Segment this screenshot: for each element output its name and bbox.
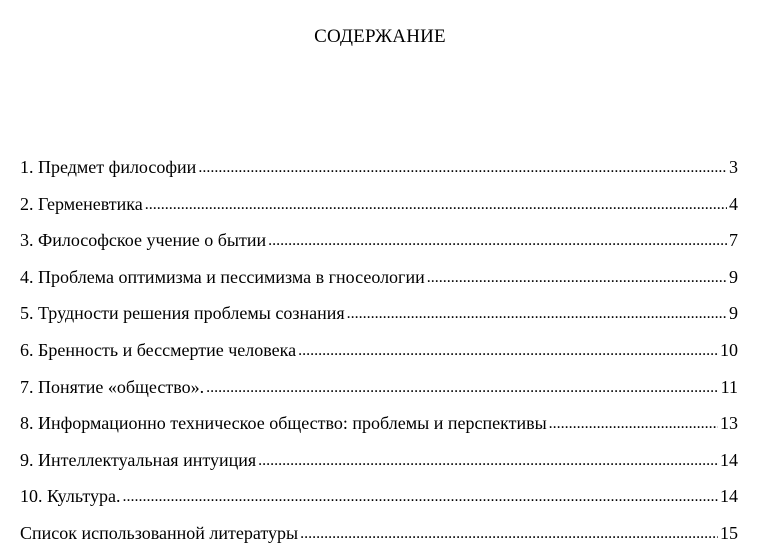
toc-entry bbox=[20, 228, 738, 265]
toc-entry-title: Список использованной литературы bbox=[20, 522, 299, 543]
toc-entry-title: 3. Философское учение о бытии bbox=[20, 230, 267, 251]
toc-dot-leader bbox=[549, 410, 718, 436]
toc-dot-leader bbox=[300, 520, 718, 546]
toc-entry-title: 7. Понятие «общество». bbox=[20, 376, 205, 397]
toc-dot-leader bbox=[123, 483, 719, 509]
toc-dot-leader bbox=[347, 300, 727, 326]
toc-page-number: 11 bbox=[720, 376, 738, 397]
toc-page-number: 14 bbox=[720, 486, 738, 507]
toc-dot-leader bbox=[258, 447, 718, 473]
toc-page-number: 15 bbox=[720, 522, 738, 543]
toc-dot-leader bbox=[206, 374, 719, 400]
toc-page-number: 13 bbox=[720, 413, 738, 434]
toc-entry bbox=[20, 484, 738, 521]
toc-entry bbox=[20, 265, 738, 302]
toc-entry-title: 1. Предмет философии bbox=[20, 157, 197, 177]
toc-entry bbox=[20, 411, 738, 448]
toc-entry bbox=[20, 448, 738, 485]
toc-dot-leader bbox=[198, 154, 727, 180]
toc-entry-title: 5. Трудности решения проблемы сознания bbox=[20, 303, 345, 324]
toc-entry-title: 10. Культура. bbox=[20, 486, 121, 507]
toc-dot-leader bbox=[427, 264, 727, 290]
toc-page-number: 3 bbox=[729, 157, 738, 177]
toc-entry bbox=[20, 375, 738, 412]
toc-page-number: 10 bbox=[720, 339, 738, 360]
toc-entry-title: 6. Бренность и бессмертие человека bbox=[20, 339, 297, 360]
toc-page-number: 7 bbox=[729, 230, 738, 251]
toc-page-number: 4 bbox=[729, 193, 738, 214]
page-title: СОДЕРЖАНИЕ bbox=[314, 26, 446, 47]
toc-page-number: 9 bbox=[729, 303, 738, 324]
toc-dot-leader bbox=[268, 227, 727, 253]
toc-page-number: 14 bbox=[720, 449, 738, 470]
toc-entry-title: 4. Проблема оптимизма и пессимизма в гносеологии bbox=[20, 266, 425, 287]
toc-entry bbox=[20, 521, 738, 558]
toc-entry bbox=[20, 192, 738, 229]
toc-entry bbox=[20, 155, 738, 192]
toc-dot-leader bbox=[298, 337, 718, 363]
toc-dot-leader bbox=[145, 191, 727, 217]
table-of-contents bbox=[20, 155, 738, 558]
toc-entry bbox=[20, 301, 738, 338]
toc-entry-title: 9. Интеллектуальная интуиция bbox=[20, 449, 257, 470]
toc-entry-title: 8. Информационно техническое общество: проблемы и перспективы bbox=[20, 413, 547, 434]
toc-page-number: 9 bbox=[729, 266, 738, 287]
toc-entry-title: 2. Герменевтика bbox=[20, 193, 143, 214]
toc-entry bbox=[20, 338, 738, 375]
